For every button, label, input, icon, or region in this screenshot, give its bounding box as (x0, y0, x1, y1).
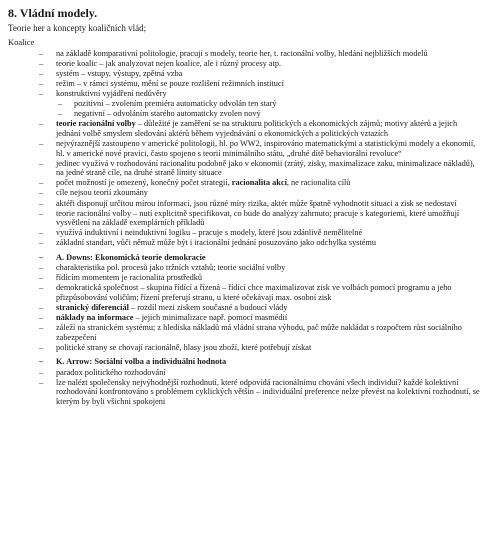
item-text: nejvýraznější zastoupeno v americké politologii, hl. po WW2, inspirováno matematickými a statistickými modely a ekonomií, hl. v americké nové pravici, často spojeno s teorií minimálního státu, „druhé dítě behaviorální revoluce“ (56, 138, 476, 158)
item-text: – jejich minimalizace např. pomocí masmédií (133, 313, 288, 323)
item-text: demokratická společnost – skupina řídící a řízená – řídící chce maximalizovat zisk ve volbách pomocí programu a jeho přizpůsobování voličům; řízení preferují stranu, u které očekávají max. osobní zisk (56, 283, 452, 302)
list-item (8, 59, 480, 69)
list-item (8, 378, 480, 407)
list-item (8, 188, 480, 198)
item-text: konstruktivní vyjádření nedůvěry (56, 88, 167, 98)
list-item (8, 368, 480, 378)
list-item (8, 303, 480, 313)
list-item (8, 159, 480, 178)
list-item (8, 79, 480, 89)
item-text: základní standart, vůči němuž může být i iracionální jednání posuzováno jako odchylka systému (56, 238, 377, 248)
list-item (8, 49, 480, 59)
item-text: lze nalézt společensky nejvýhodnější rozhodnutí, které odpovídá racionálnímu chování všech individuí? každé kolektivní rozhodování konfrontováno s problémem cyklických většin – individuální preference nelze převést na kolektivní rozhodnutí, se kterým by byli všichni spokojeni (56, 377, 480, 406)
list-item (8, 273, 480, 283)
list-item (8, 119, 480, 138)
item-text: charakteristika pol. procesů jako tržních vztahů; teorie sociální volby (56, 263, 286, 273)
list-item (8, 323, 480, 342)
bold-term: teorie racionální volby (56, 119, 136, 129)
bold-term: racionalita akcí (231, 178, 287, 188)
item-text: na základě komparativní politologie, pracují s modely, teorie her, t. racionální volby, hledání nejbližších modelů (56, 48, 428, 58)
list-item (8, 263, 480, 273)
item-text: jedinec využívá v rozhodování racionalitu podobně jako v ekonomii (zrátý, zisky, maximalizace zaku, minimalizace nákladů), na jedné straně cíle, na druhé straně limity situace (56, 158, 475, 178)
item-text: pozitivní – zvolením premiéra automaticky odvolán ten starý (74, 99, 277, 109)
item-text: negativní – odvoláním starého automaticky zvolen nový (74, 109, 261, 119)
item-text: režim – v rámci systému, mění se pouze rozlišení režimních institucí (56, 78, 284, 88)
bold-term: náklady na informace (56, 313, 134, 323)
list-item (8, 139, 480, 158)
bold-term: A. Downs: Ekonomická teorie demokracie (56, 252, 206, 262)
item-text: politické strany se chovají racionálně, hlasy jsou zboží, které potřebují získat (56, 342, 312, 352)
item-text: – důležité je zaměření se na strukturu politických a ekonomických zájmů; motivy aktérů a jejich jednání volbě smyslem sledování aktérů během vyjednávání o ekonomických a politických vztazích (56, 119, 458, 138)
list-item (8, 228, 480, 238)
section-heading: Koalice (8, 37, 35, 47)
bullet-list (8, 49, 480, 407)
subtitle: Teorie her a koncepty koaličních vlád; (8, 23, 147, 33)
section-heading-item (8, 253, 480, 263)
item-text: aktéři disponují určitou mírou informací, jsou různé míry rizika, aktér může špatně vyhodnotit situaci a zisk se nedostaví (56, 198, 457, 208)
list-item (8, 238, 480, 248)
list-item (8, 69, 480, 79)
item-text: paradox politického rozhodování (56, 367, 166, 377)
sub-list-item (8, 99, 480, 109)
item-text: cíle nejsou teorií zkoumány (56, 188, 148, 198)
list-item (8, 343, 480, 353)
item-text: – rozdíl mezi ziskem současné a budoucí vlády (128, 302, 288, 312)
list-item (8, 178, 480, 188)
item-text: teorie koalic – jak analyzovat nejen koalice, ale i různý procesy atp. (56, 58, 282, 68)
item-text: využívá induktivní i neinduktivní logiku – pracuje s modely, které jsou zdánlivě nemělitelné (56, 228, 363, 238)
sub-list-item (8, 109, 480, 119)
item-text: řídícím momentem je racionalita prostředků (56, 273, 203, 283)
bold-term: stranický diferenciál (56, 302, 129, 312)
list-item (8, 283, 480, 302)
item-text: záleží na stranickém systému; z hlediska nákladů má vládní strana výhodu, pač může nakládat s rozpočtem růst sociálního zabezpečení (56, 323, 462, 342)
list-item (8, 313, 480, 323)
section-heading-item (8, 357, 480, 367)
list-item (8, 199, 480, 209)
list-item (8, 209, 480, 228)
item-text: , ne racionalita cílů (286, 178, 351, 188)
bold-term: K. Arrow: Sociální volba a individuální hodnota (56, 357, 227, 367)
list-item (8, 89, 480, 99)
item-text: počet možností je omezený, konečný počet strategií, (56, 178, 232, 188)
item-text: teorie racionální volby – nutí explicitně specifikovat, co bude do analýzy zahrnuto; pracuje s kategoriemi, které umožňují vysvětlení na základě exemplárních příkladů (56, 208, 460, 228)
item-text: systém – vstupy, výstupy, zpětná vzba (56, 68, 183, 78)
page-title: 8. Vládní modely. (8, 6, 98, 20)
